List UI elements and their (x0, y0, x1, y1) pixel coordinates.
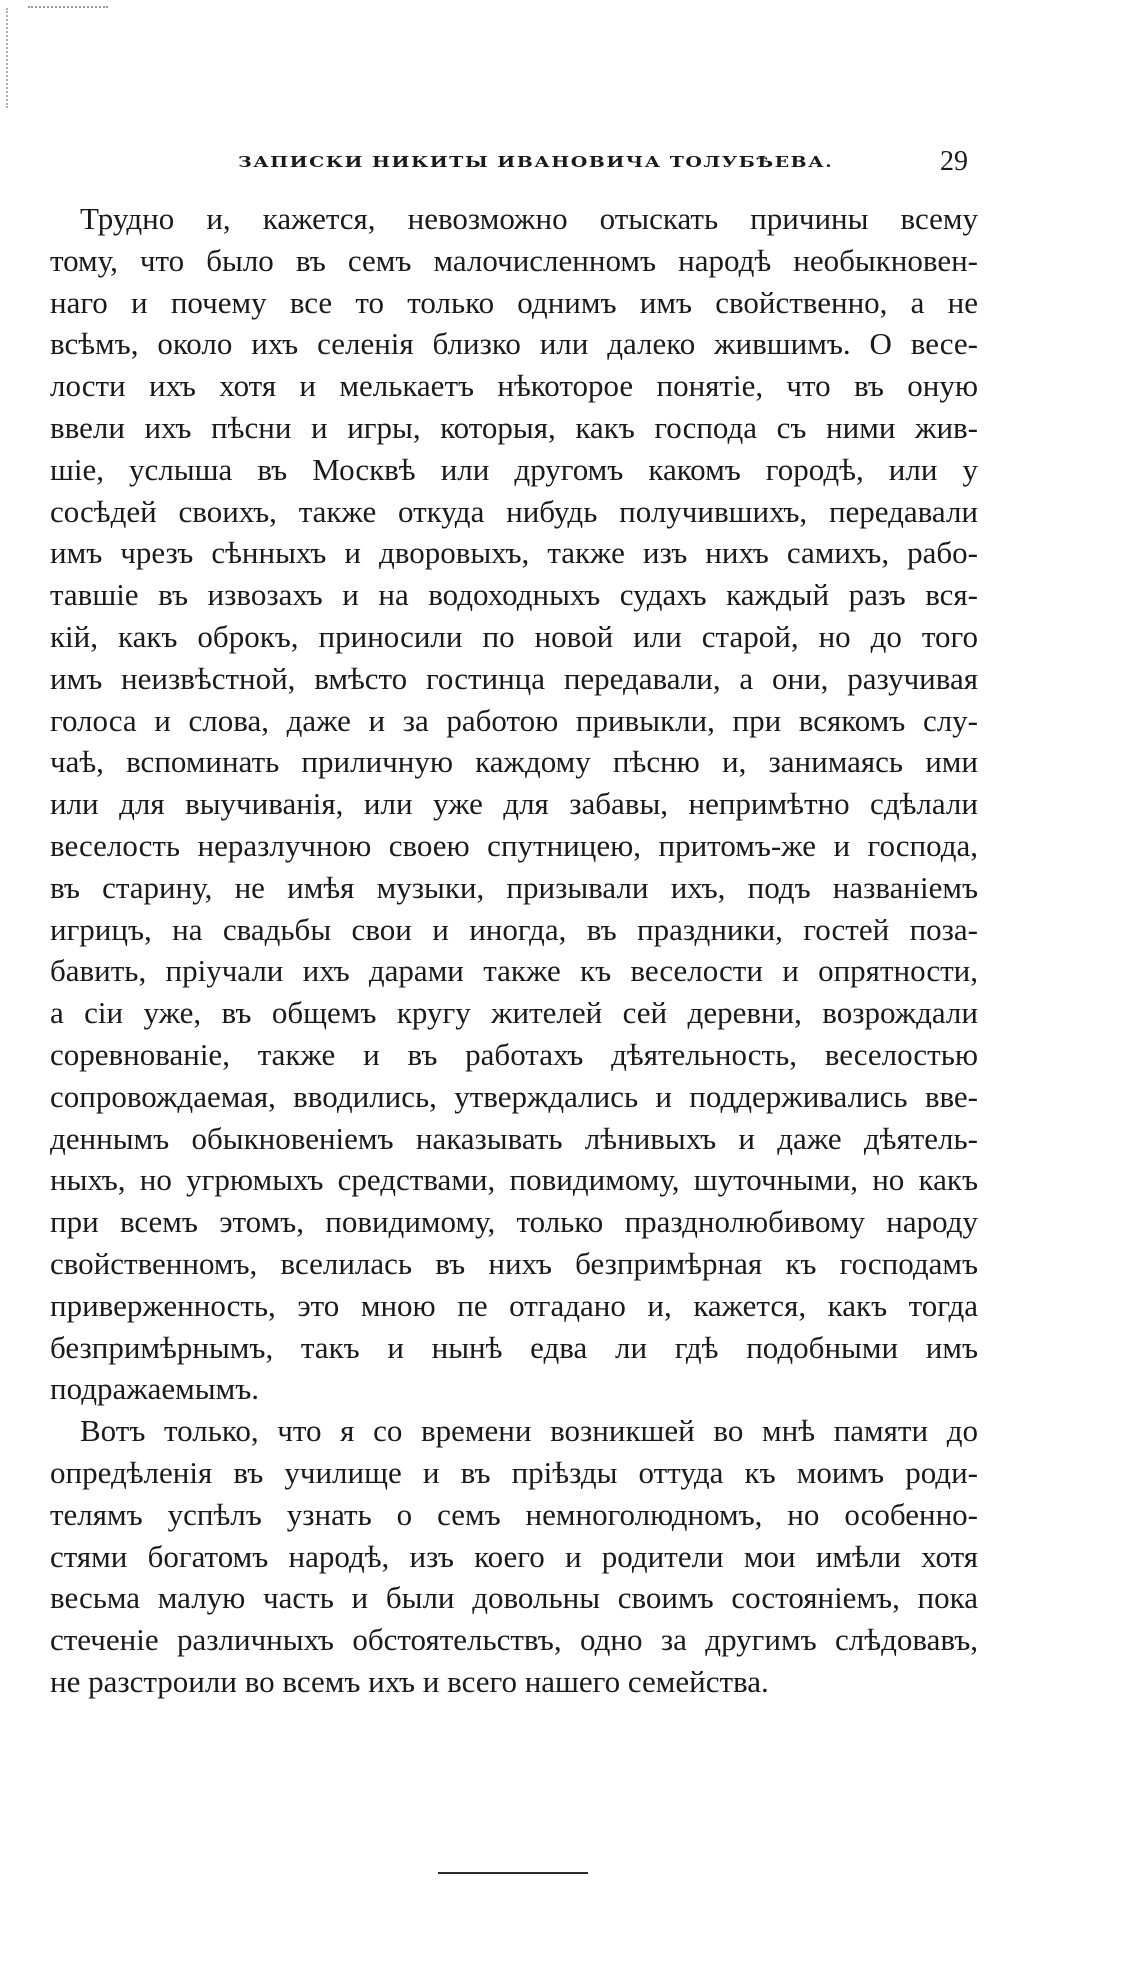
text-line: наго и почему все то только однимъ имъ свойственно, а не (50, 284, 978, 320)
text-line: деннымъ обыкновеніемъ наказывать лѣнивыхъ и даже дѣятель- (50, 1120, 978, 1156)
text-line: ныхъ, но угрюмыхъ средствами, повидимому, шуточными, но какъ (50, 1162, 978, 1198)
text-line: игрицъ, на свадьбы свои и иногда, въ праздники, гостей поза- (50, 911, 978, 947)
text-line: имъ чрезъ сѣнныхъ и дворовыхъ, также изъ нихъ самихъ, рабо- (50, 535, 978, 571)
text-line: всѣмъ, около ихъ селенія близко или далеко жившимъ. О весе- (50, 326, 978, 362)
section-end-rule (438, 1872, 588, 1874)
text-line: чаѣ, вспоминать приличную каждому пѣсню и, занимаясь ими (50, 744, 978, 780)
text-line: безпримѣрнымъ, такъ и нынѣ едва ли гдѣ подобными имъ (50, 1329, 978, 1365)
text-line: стеченіе различныхъ обстоятельствъ, одно за другимъ слѣдовавъ, (50, 1622, 978, 1658)
text-line: Трудно и, кажется, невозможно отыскать причины всему (80, 201, 978, 236)
text-line: опредѣленія въ училище и въ пріѣзды оттуда къ моимъ роди- (50, 1454, 978, 1490)
text-line: или для выучиванія, или уже для забавы, непримѣтно сдѣлали (50, 786, 978, 822)
text-line: веселость неразлучною своею спутницею, притомъ-же и господа, (50, 827, 978, 863)
text-line: тому, что было въ семъ малочисленномъ народѣ необыкновен- (50, 242, 978, 278)
text-line: приверженность, это мною пе отгадано и, кажется, какъ тогда (50, 1287, 978, 1323)
page-number: 29 (940, 146, 968, 177)
text-line: сопровождаемая, вводились, утверждались и поддерживались вве- (50, 1078, 978, 1114)
text-line: голоса и слова, даже и за работою привыкли, при всякомъ слу- (50, 702, 978, 738)
running-title: ЗАПИСКИ НИКИТЫ ИВАНОВИЧА ТОЛУБѢЕВА. (238, 153, 834, 171)
text-line: шіе, услыша въ Москвѣ или другомъ какомъ городѣ, или у (50, 451, 978, 487)
text-line: Вотъ только, что я со времени возникшей во мнѣ памяти до (80, 1413, 978, 1449)
text-line: при всемъ этомъ, повидимому, только празднолюбивому народу (50, 1204, 978, 1240)
text-line: въ старину, не имѣя музыки, призывали ихъ, подъ названіемъ (50, 869, 978, 905)
text-line: соревнованіе, также и въ работахъ дѣятельность, веселостью (50, 1036, 978, 1072)
text-line: а сіи уже, въ общемъ кругу жителей сей деревни, возрождали (50, 995, 978, 1031)
text-line: стями богатомъ народѣ, изъ коего и родители мои имѣли хотя (50, 1538, 978, 1574)
text-line: ввели ихъ пѣсни и игры, которыя, какъ господа съ ними жив- (50, 409, 978, 445)
scan-artifact (28, 6, 108, 16)
text-line: подражаемымъ. (50, 1371, 260, 1407)
text-line: имъ неизвѣстной, вмѣсто гостинца передавали, а они, разучивая (50, 660, 978, 696)
text-line: не разстроили во всемъ ихъ и всего нашего семейства. (50, 1663, 769, 1699)
text-line: сосѣдей своихъ, также откуда нибудь получившихъ, передавали (50, 493, 978, 529)
text-line: кій, какъ оброкъ, приносили по новой или старой, но до того (50, 618, 978, 654)
paragraph (50, 198, 978, 1410)
running-head (0, 142, 1140, 182)
paragraph (50, 1410, 978, 1703)
text-line: весьма малую часть и были довольны своимъ состояніемъ, пока (50, 1580, 978, 1616)
scan-artifact-edge (6, 8, 10, 108)
body-text (50, 198, 978, 1703)
text-line: свойственномъ, вселилась въ нихъ безпримѣрная къ господамъ (50, 1245, 978, 1281)
text-line: лости ихъ хотя и мелькаетъ нѣкоторое понятіе, что въ оную (50, 368, 978, 404)
text-line: телямъ успѣлъ узнать о семъ немноголюдномъ, но особенно- (50, 1496, 978, 1532)
text-line: тавшіе въ извозахъ и на водоходныхъ судахъ каждый разъ вся- (50, 577, 978, 613)
text-line: бавить, пріучали ихъ дарами также къ веселости и опрятности, (50, 953, 978, 989)
